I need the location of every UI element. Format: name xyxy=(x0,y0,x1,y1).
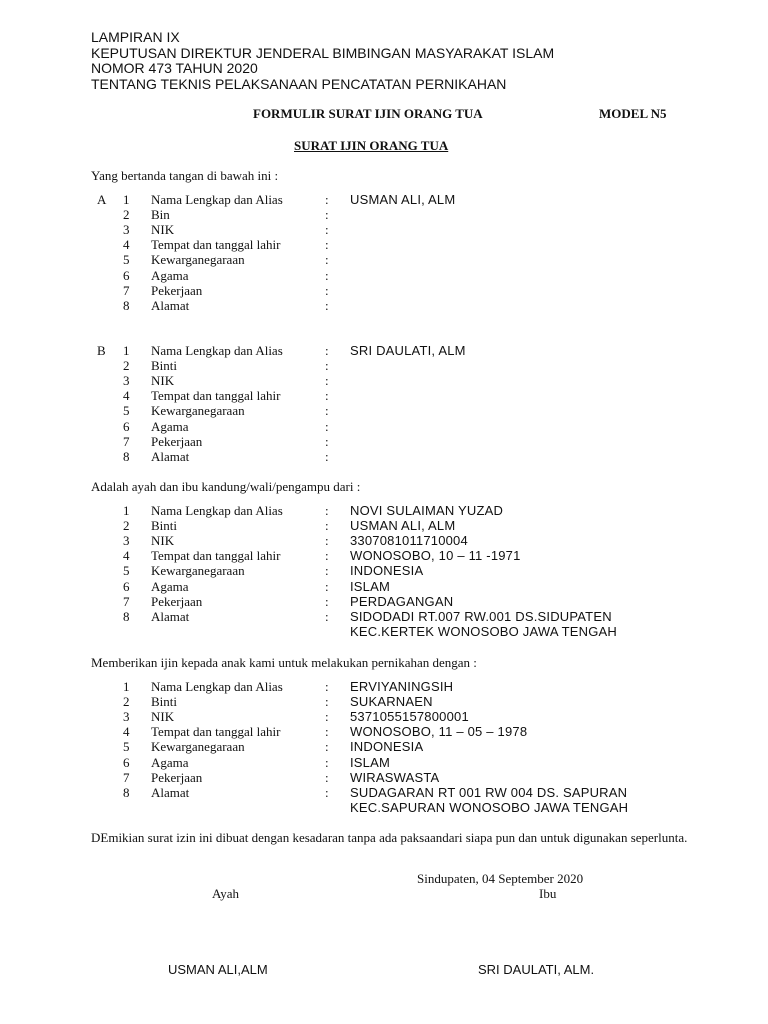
field-colon: : xyxy=(325,578,329,594)
field-value: PERDAGANGAN xyxy=(350,593,454,609)
partner-intro-text: Memberikan ijin kepada anak kami untuk melakukan pernikahan dengan : xyxy=(91,655,477,670)
field-label: Agama xyxy=(151,267,189,283)
field-value: INDONESIA xyxy=(350,563,424,579)
field-colon: : xyxy=(325,784,329,800)
field-row xyxy=(0,518,768,533)
field-colon: : xyxy=(325,343,329,358)
field-row xyxy=(0,579,768,594)
field-number: 1 xyxy=(123,192,130,207)
field-row xyxy=(0,503,768,518)
header-line: LAMPIRAN IX xyxy=(91,29,180,45)
field-row xyxy=(0,343,768,358)
field-label: Agama xyxy=(151,418,189,434)
field-value: WONOSOBO, 10 – 11 -1971 xyxy=(350,548,521,564)
field-row xyxy=(0,237,768,252)
field-number: 4 xyxy=(123,237,130,253)
field-value: SRI DAULATI, ALM xyxy=(350,343,466,358)
field-label: Nama Lengkap dan Alias xyxy=(151,192,283,207)
field-label: Alamat xyxy=(151,784,190,800)
field-label: Nama Lengkap dan Alias xyxy=(151,679,283,694)
field-value: KEC.SAPURAN WONOSOBO JAWA TENGAH xyxy=(350,799,629,815)
field-row xyxy=(0,800,768,815)
field-label: Kewarganegaraan xyxy=(151,739,245,755)
field-number: 3 xyxy=(123,533,130,549)
field-label: Binti xyxy=(151,358,178,374)
field-row xyxy=(0,724,768,739)
field-number: 1 xyxy=(123,343,130,358)
field-colon: : xyxy=(325,739,329,755)
field-number: 3 xyxy=(123,709,130,725)
mother-signature-role: Ibu xyxy=(539,886,557,901)
section-letter: A xyxy=(97,192,107,207)
field-number: 3 xyxy=(123,222,130,238)
form-title: FORMULIR SURAT IJIN ORANG TUA xyxy=(253,106,483,121)
field-row xyxy=(0,694,768,709)
field-row xyxy=(0,207,768,222)
field-value: USMAN ALI, ALM xyxy=(350,192,456,207)
field-number: 6 xyxy=(123,418,130,434)
field-row xyxy=(0,624,768,639)
field-label: Pekerjaan xyxy=(151,769,203,785)
field-row xyxy=(0,770,768,785)
field-colon: : xyxy=(325,694,329,710)
field-row xyxy=(0,268,768,283)
field-value: INDONESIA xyxy=(350,739,424,755)
intro-text: Yang bertanda tangan di bawah ini : xyxy=(91,168,279,183)
field-row xyxy=(0,755,768,770)
field-number: 6 xyxy=(123,754,130,770)
field-label: Alamat xyxy=(151,297,190,313)
field-row xyxy=(0,679,768,694)
field-row xyxy=(0,222,768,237)
field-number: 7 xyxy=(123,593,130,609)
field-number: 6 xyxy=(123,578,130,594)
field-label: Kewarganegaraan xyxy=(151,252,245,268)
field-value: ISLAM xyxy=(350,578,391,594)
field-number: 8 xyxy=(123,608,130,624)
field-row xyxy=(0,434,768,449)
field-row xyxy=(0,594,768,609)
field-number: 8 xyxy=(123,297,130,313)
field-colon: : xyxy=(325,358,329,374)
field-colon: : xyxy=(325,237,329,253)
field-number: 7 xyxy=(123,769,130,785)
field-row xyxy=(0,609,768,624)
field-number: 4 xyxy=(123,548,130,564)
field-number: 3 xyxy=(123,373,130,389)
field-colon: : xyxy=(325,593,329,609)
field-label: Bin xyxy=(151,207,170,223)
field-number: 8 xyxy=(123,448,130,464)
field-colon: : xyxy=(325,252,329,268)
field-value: ERVIYANINGSIH xyxy=(350,679,454,694)
field-colon: : xyxy=(325,563,329,579)
field-number: 7 xyxy=(123,282,130,298)
field-colon: : xyxy=(325,418,329,434)
field-row xyxy=(0,785,768,800)
field-colon: : xyxy=(325,192,329,207)
field-value: ISLAM xyxy=(350,754,391,770)
field-label: Binti xyxy=(151,694,178,710)
field-row xyxy=(0,403,768,418)
field-colon: : xyxy=(325,724,329,740)
field-number: 7 xyxy=(123,433,130,449)
field-label: Tempat dan tanggal lahir xyxy=(151,724,281,740)
field-value: NOVI SULAIMAN YUZAD xyxy=(350,503,504,518)
field-colon: : xyxy=(325,222,329,238)
field-colon: : xyxy=(325,207,329,223)
field-colon: : xyxy=(325,373,329,389)
field-number: 2 xyxy=(123,358,130,374)
field-colon: : xyxy=(325,518,329,534)
field-row xyxy=(0,298,768,313)
field-colon: : xyxy=(325,267,329,283)
field-row xyxy=(0,533,768,548)
field-label: NIK xyxy=(151,709,175,725)
field-value: SUKARNAEN xyxy=(350,694,433,710)
field-colon: : xyxy=(325,679,329,694)
field-label: NIK xyxy=(151,373,175,389)
field-number: 4 xyxy=(123,388,130,404)
field-label: Nama Lengkap dan Alias xyxy=(151,503,283,518)
field-value: SUDAGARAN RT 001 RW 004 DS. SAPURAN xyxy=(350,784,628,800)
field-label: Alamat xyxy=(151,608,190,624)
field-label: Alamat xyxy=(151,448,190,464)
field-number: 2 xyxy=(123,207,130,223)
field-label: Pekerjaan xyxy=(151,593,203,609)
field-label: Nama Lengkap dan Alias xyxy=(151,343,283,358)
field-number: 1 xyxy=(123,679,130,694)
field-value: WIRASWASTA xyxy=(350,769,440,785)
field-row xyxy=(0,739,768,754)
child-intro-text: Adalah ayah dan ibu kandung/wali/pengampu dari : xyxy=(91,479,361,494)
field-number: 2 xyxy=(123,518,130,534)
field-label: NIK xyxy=(151,222,175,238)
field-number: 4 xyxy=(123,724,130,740)
field-number: 5 xyxy=(123,563,130,579)
field-row xyxy=(0,548,768,563)
place-date: Sindupaten, 04 September 2020 xyxy=(417,871,584,886)
field-row xyxy=(0,709,768,724)
field-label: Tempat dan tanggal lahir xyxy=(151,388,281,404)
field-row xyxy=(0,252,768,267)
field-colon: : xyxy=(325,548,329,564)
field-label: Agama xyxy=(151,578,189,594)
field-colon: : xyxy=(325,388,329,404)
closing-statement: DEmikian surat izin ini dibuat dengan kesadaran tanpa ada paksaandari siapa pun dan untuk digunakan seperlunta. xyxy=(91,830,688,845)
father-signature-name: USMAN ALI,ALM xyxy=(168,962,268,977)
field-number: 6 xyxy=(123,267,130,283)
field-label: Binti xyxy=(151,518,178,534)
field-label: Agama xyxy=(151,754,189,770)
model-code: MODEL N5 xyxy=(599,106,667,121)
field-colon: : xyxy=(325,709,329,725)
document-header xyxy=(91,30,554,92)
field-colon: : xyxy=(325,433,329,449)
field-colon: : xyxy=(325,769,329,785)
field-value: 3307081011710004 xyxy=(350,533,468,549)
field-colon: : xyxy=(325,608,329,624)
field-number: 5 xyxy=(123,252,130,268)
field-row xyxy=(0,419,768,434)
header-line: KEPUTUSAN DIREKTUR JENDERAL BIMBINGAN MASYARAKAT ISLAM xyxy=(91,44,555,61)
section-letter: B xyxy=(97,343,106,358)
field-label: Tempat dan tanggal lahir xyxy=(151,548,281,564)
field-label: NIK xyxy=(151,533,175,549)
field-value: USMAN ALI, ALM xyxy=(350,518,456,534)
field-value: KEC.KERTEK WONOSOBO JAWA TENGAH xyxy=(350,623,617,639)
field-value: 5371055157800001 xyxy=(350,709,469,725)
field-colon: : xyxy=(325,403,329,419)
field-label: Kewarganegaraan xyxy=(151,563,245,579)
field-number: 2 xyxy=(123,694,130,710)
field-number: 5 xyxy=(123,403,130,419)
field-label: Tempat dan tanggal lahir xyxy=(151,237,281,253)
document-title: SURAT IJIN ORANG TUA xyxy=(294,138,449,153)
field-row xyxy=(0,192,768,207)
field-value: WONOSOBO, 11 – 05 – 1978 xyxy=(350,724,528,740)
field-value: SIDODADI RT.007 RW.001 DS.SIDUPATEN xyxy=(350,608,612,624)
field-row xyxy=(0,283,768,298)
field-number: 5 xyxy=(123,739,130,755)
header-line: NOMOR 473 TAHUN 2020 xyxy=(91,60,258,76)
field-row xyxy=(0,449,768,464)
field-colon: : xyxy=(325,503,329,518)
header-line: TENTANG TEKNIS PELAKSANAAN PENCATATAN PERNIKAHAN xyxy=(91,75,507,92)
field-colon: : xyxy=(325,297,329,313)
field-number: 1 xyxy=(123,503,130,518)
field-colon: : xyxy=(325,754,329,770)
field-row xyxy=(0,388,768,403)
field-row xyxy=(0,373,768,388)
field-label: Pekerjaan xyxy=(151,433,203,449)
field-label: Kewarganegaraan xyxy=(151,403,245,419)
field-row xyxy=(0,358,768,373)
field-row xyxy=(0,563,768,578)
mother-signature-name: SRI DAULATI, ALM. xyxy=(478,962,595,977)
field-colon: : xyxy=(325,282,329,298)
field-number: 8 xyxy=(123,784,130,800)
father-signature-role: Ayah xyxy=(212,886,239,901)
field-colon: : xyxy=(325,448,329,464)
field-label: Pekerjaan xyxy=(151,282,203,298)
field-colon: : xyxy=(325,533,329,549)
